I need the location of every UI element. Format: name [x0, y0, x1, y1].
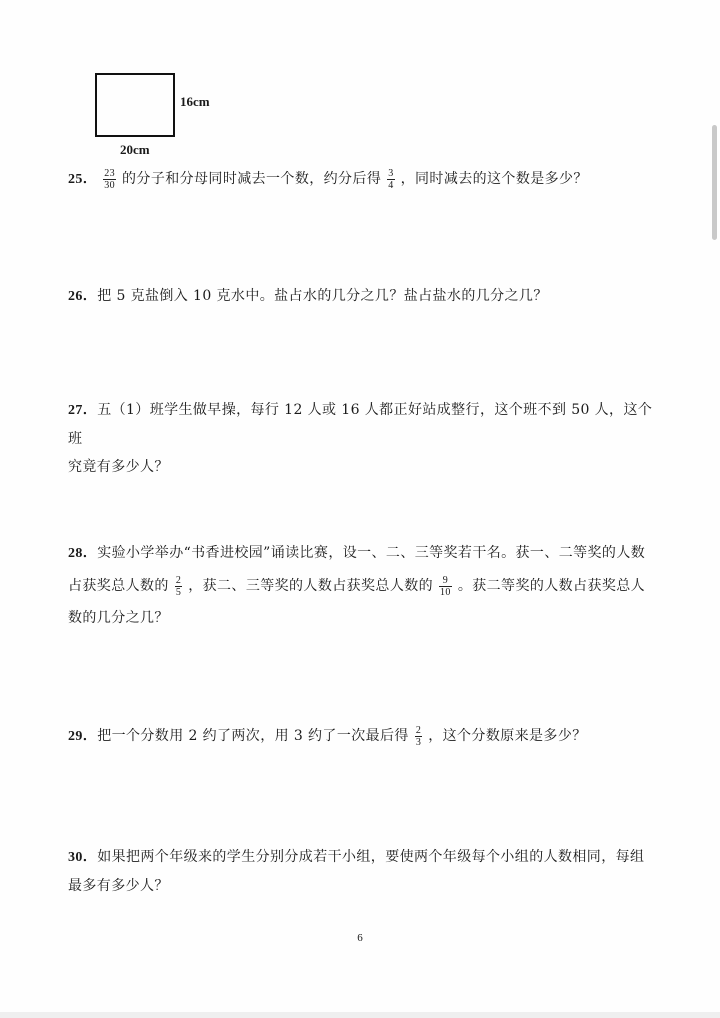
- question-30: [68, 843, 658, 900]
- fraction-numerator: 2: [415, 724, 422, 736]
- question-line: 数的几分之几？: [68, 610, 169, 626]
- question-number: 25．: [68, 172, 98, 187]
- question-line: 最多有多少人？: [68, 878, 169, 894]
- fraction-denominator: 10: [440, 586, 451, 598]
- question-text: 把一个分数用 2 约了两次，用 3 约了一次最后得: [97, 728, 409, 744]
- question-text: 的分子和分母同时减去一个数，约分后得: [122, 171, 382, 187]
- fraction-numerator: 9: [439, 575, 452, 587]
- question-text: 五（1）班学生做早操，每行 12 人或 16 人都正好站成整行，这个班不到 50 人，这个班: [68, 402, 653, 447]
- question-text: ，同时减去的这个数是多少？: [400, 171, 588, 187]
- page-number: 6: [357, 932, 363, 944]
- question-line: [68, 539, 658, 568]
- rectangle-height-label: 16cm: [180, 94, 210, 109]
- page-bottom-edge: [0, 1012, 720, 1018]
- fraction-denominator: 3: [415, 736, 422, 748]
- question-text: 如果把两个年级来的学生分别分成若干小组，要使两个年级每个小组的人数相同，每组: [97, 849, 645, 865]
- vertical-scrollbar[interactable]: [712, 125, 717, 240]
- question-number: 27．: [68, 403, 98, 418]
- fraction-denominator: 4: [388, 179, 394, 191]
- question-27: [68, 396, 658, 481]
- question-26: [68, 282, 658, 311]
- fraction-denominator: 5: [175, 586, 182, 598]
- question-number: 29．: [68, 729, 98, 744]
- question-text: 占获奖总人数的: [68, 578, 169, 594]
- question-number: 26．: [68, 289, 98, 304]
- fraction-numerator: 23: [104, 167, 116, 179]
- fraction-9-10: [439, 575, 452, 598]
- question-text: 实验小学举办“书香进校园”诵读比赛，设一、二、三等奖若干名。获一、二等奖的人数: [97, 545, 646, 561]
- question-text: 把 5 克盐倒入 10 克水中。盐占水的几分之几？盐占盐水的几分之几？: [97, 288, 548, 304]
- fraction-2-5: [175, 575, 182, 598]
- question-line: [68, 843, 658, 872]
- rectangle-figure: [92, 70, 242, 160]
- question-text: 。获二等奖的人数占获奖总人: [457, 578, 646, 594]
- question-line: 究竟有多少人？: [68, 459, 169, 475]
- fraction-23-30: [103, 168, 116, 191]
- question-number: 30．: [68, 850, 98, 865]
- question-28: [68, 539, 658, 632]
- question-line: [68, 396, 658, 453]
- fraction-2-3: [415, 725, 422, 748]
- rectangle-width-label: 20cm: [120, 142, 150, 157]
- fraction-numerator: 2: [175, 574, 182, 586]
- question-25: [68, 165, 658, 194]
- fraction-denominator: 30: [104, 179, 116, 191]
- question-line: [68, 568, 658, 604]
- question-text: ，这个分数原来是多少？: [428, 728, 587, 744]
- fraction-3-4: [387, 168, 394, 191]
- rectangle-shape: [95, 73, 175, 137]
- question-29: [68, 722, 658, 751]
- question-text: ，获二、三等奖的人数占获奖总人数的: [188, 578, 434, 594]
- fraction-numerator: 3: [388, 167, 394, 179]
- question-number: 28．: [68, 546, 98, 561]
